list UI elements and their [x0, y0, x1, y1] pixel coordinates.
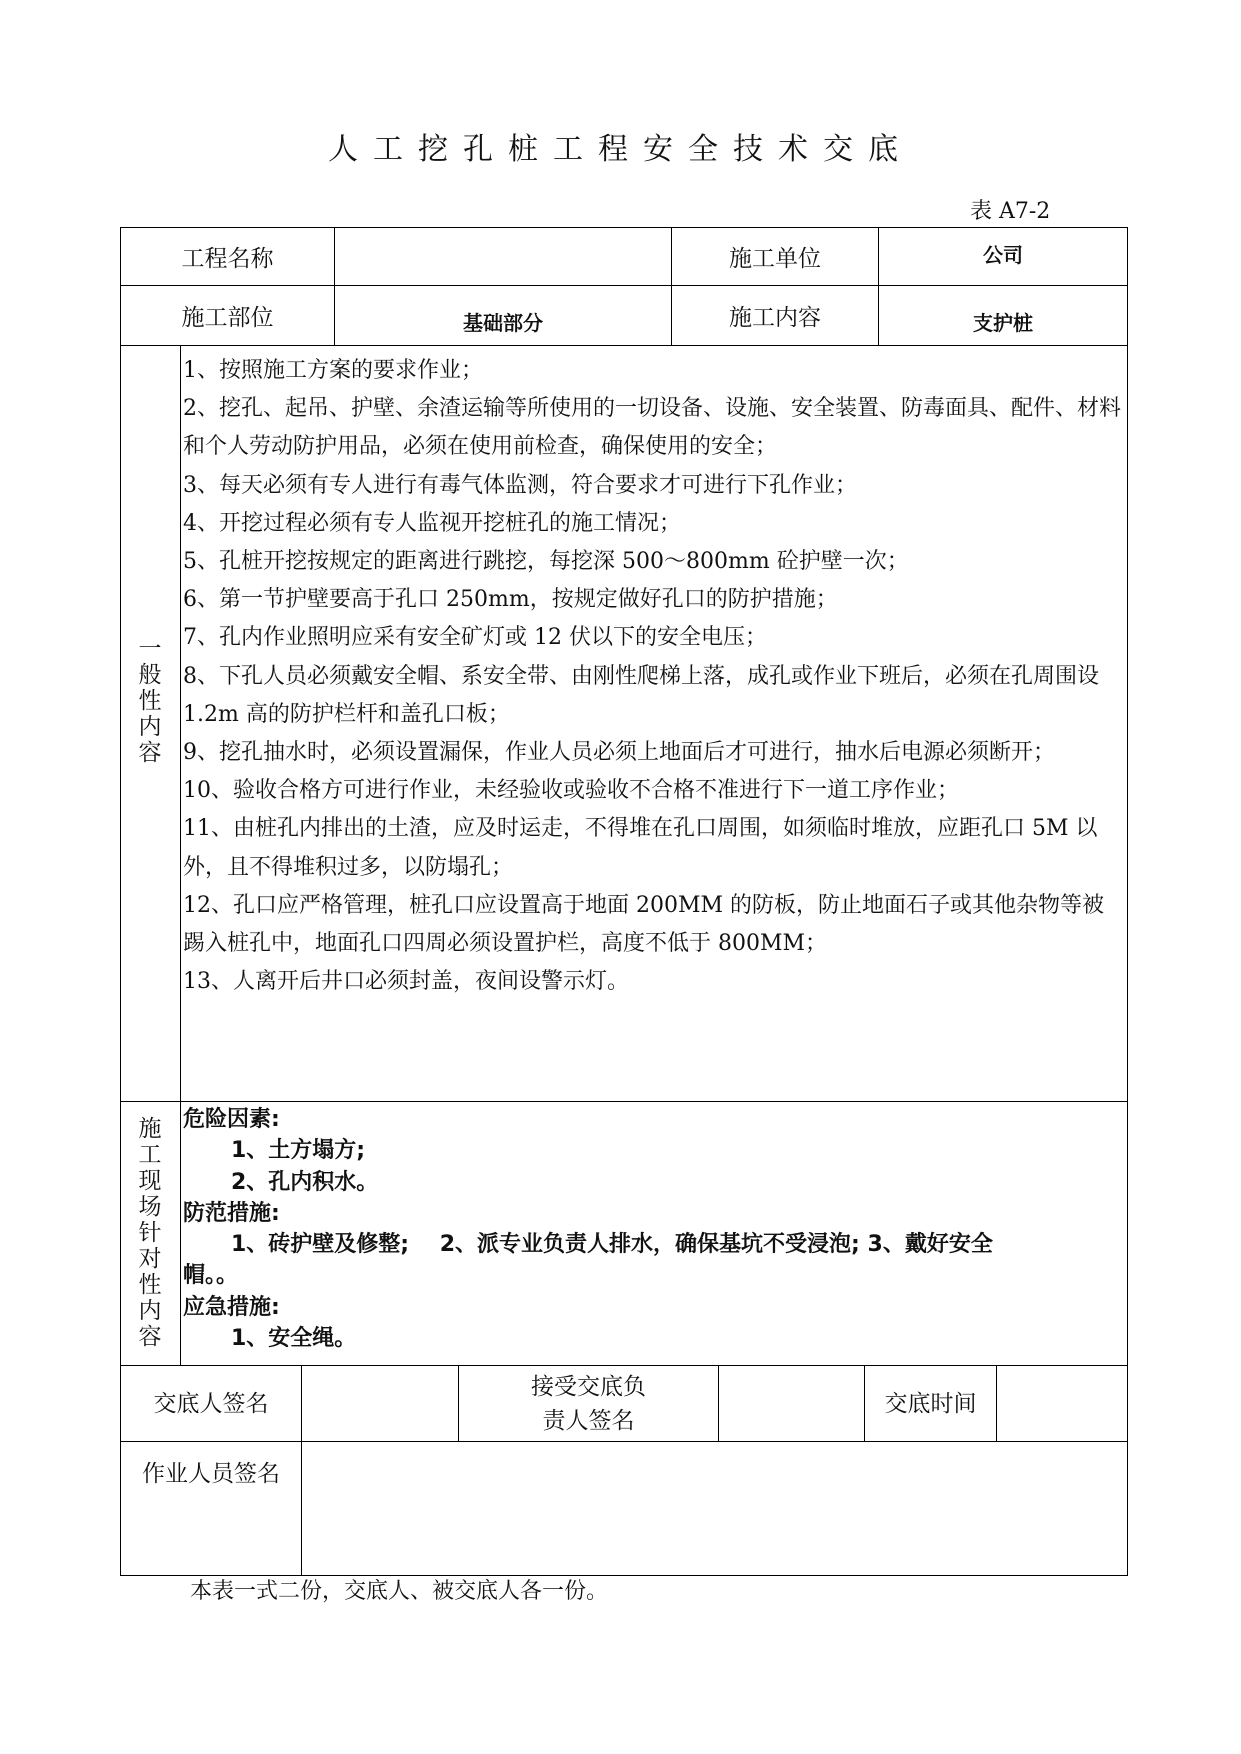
form-number: 表 A7-2: [970, 199, 1051, 224]
site-content-label: 施工现场针对性内容: [138, 1116, 162, 1350]
hazard-item: 1、土方塌方;: [231, 1138, 366, 1164]
list-item: 11、由桩孔内排出的土渣，应及时运走，不得堆在孔口周围，如须临时堆放，应距孔口 5M 以外，且不得堆积过多，以防塌孔；: [183, 816, 1098, 880]
construction-content-label: 施工内容: [729, 305, 821, 331]
hazard-title: 危险因素:: [183, 1107, 280, 1132]
project-name-label: 工程名称: [181, 246, 274, 272]
general-content-label: 一般性内容: [138, 636, 162, 766]
list-item: 9、挖孔抽水时，必须设置漏保，作业人员必须上地面后才可进行，抽水后电源必须断开；: [183, 740, 1056, 766]
list-item: 12、孔口应严格管理，桩孔口应设置高于地面 200MM 的防板，防止地面石子或其他杂物等被踢入桩孔中，地面孔口四周必须设置护栏，高度不低于 800MM；: [183, 892, 1105, 957]
prevention-line: 帽。。: [183, 1263, 239, 1289]
list-item: 3、每天必须有专人进行有毒气体监测，符合要求才可进行下孔作业；: [183, 472, 857, 498]
emergency-title: 应急措施:: [183, 1294, 280, 1320]
prevention-title: 防范措施:: [183, 1200, 280, 1226]
list-item: 13、人离开后井口必须封盖，夜间设警示灯。: [183, 969, 629, 995]
discloser-signature-label: 交底人签名: [153, 1390, 269, 1417]
list-item: 8、下孔人员必须戴安全帽、系安全带、由刚性爬梯上落，成孔或作业下班后，必须在孔周围设 1.2m 高的防护栏杆和盖孔口板；: [183, 663, 1100, 727]
receiver-signature-label: [459, 1366, 718, 1441]
prevention-line: 1、砖护壁及修整; 2、派专业负责人排水，确保基坑不受浸泡; 3、戴好安全: [231, 1232, 993, 1258]
list-item: 1、按照施工方案的要求作业；: [183, 358, 483, 383]
page-title: 人工挖孔桩工程安全技术交底: [328, 132, 913, 167]
receiver-label-line: 接受交底负: [531, 1373, 646, 1400]
receiver-label-line: 责人签名: [542, 1407, 635, 1434]
construction-content-value: 支护桩: [973, 311, 1033, 335]
list-item: 7、孔内作业照明应采有安全矿灯或 12 伏以下的安全电压；: [183, 625, 767, 651]
site-content: [183, 1104, 1123, 1354]
project-name-value: [335, 228, 671, 285]
general-content-list: [183, 352, 1123, 1001]
construction-part-label: 施工部位: [181, 305, 274, 331]
workers-signature-label: 作业人员签名: [142, 1461, 280, 1487]
construction-part-value: 基础部分: [463, 311, 543, 335]
list-item: 6、第一节护壁要高于孔口 250mm，按规定做好孔口的防护措施；: [183, 587, 838, 613]
disclosure-time-label: 交底时间: [884, 1390, 977, 1417]
list-item: 2、挖孔、起吊、护壁、余渣运输等所使用的一切设备、设施、安全装置、防毒面具、配件、材料和个人劳动防护用品，必须在使用前检查，确保使用的安全；: [183, 396, 1122, 460]
hazard-item: 2、孔内积水。: [231, 1169, 379, 1195]
construction-unit-value: 公司: [983, 242, 1023, 267]
construction-unit-label: 施工单位: [729, 246, 821, 272]
list-item: 10、验收合格方可进行作业，未经验收或验收不合格不准进行下一道工序作业；: [183, 778, 959, 804]
footer-note: 本表一式二份，交底人、被交底人各一份。: [190, 1579, 609, 1604]
emergency-item: 1、安全绳。: [231, 1326, 357, 1352]
list-item: 4、开挖过程必须有专人监视开挖桩孔的施工情况；: [183, 510, 681, 536]
list-item: 5、孔桩开挖按规定的距离进行跳挖，每挖深 500～800mm 砼护壁一次；: [183, 549, 909, 575]
